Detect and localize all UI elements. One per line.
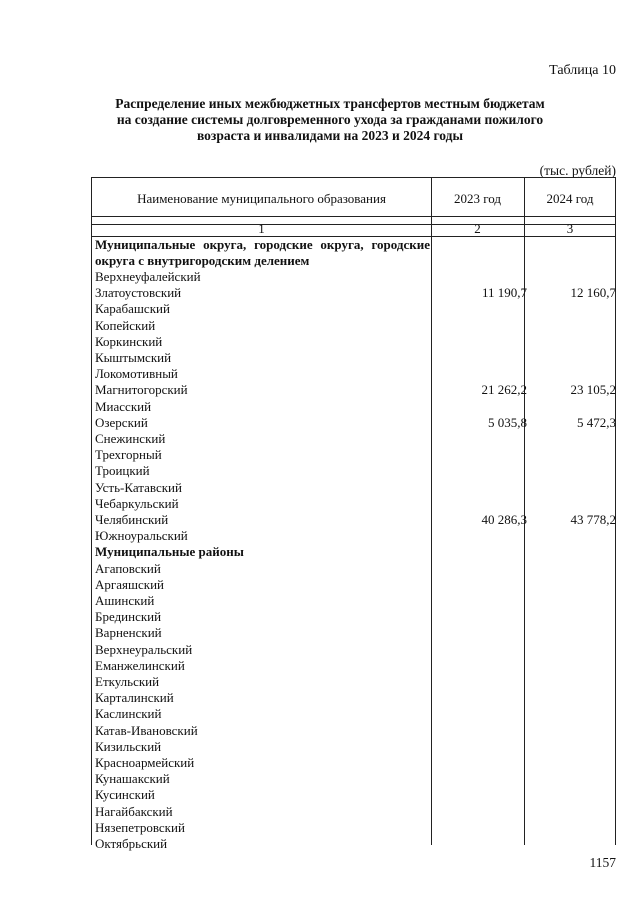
municipality-name: Еткульский bbox=[95, 674, 160, 689]
municipality-name: Локомотивный bbox=[95, 366, 178, 382]
municipality-name: Кизильский bbox=[95, 738, 162, 754]
table-row bbox=[92, 690, 617, 706]
units-label: (тыс. рублей) bbox=[539, 163, 616, 178]
title-line: возраста и инвалидами на 2023 и 2024 годы bbox=[196, 128, 464, 143]
table-row bbox=[92, 609, 617, 625]
table-row bbox=[92, 285, 617, 301]
table-row bbox=[92, 431, 617, 447]
municipality-name: Брединский bbox=[95, 609, 162, 625]
header-2024: 2024 год bbox=[546, 191, 594, 206]
table-row bbox=[92, 528, 617, 544]
table-row bbox=[92, 755, 617, 771]
municipality-name: Снежинский bbox=[95, 431, 166, 446]
column-number: 3 bbox=[566, 221, 574, 236]
value-2023: 40 286,3 bbox=[481, 512, 527, 527]
table-row bbox=[92, 366, 617, 382]
page-number: 1157 bbox=[589, 855, 616, 870]
value-2024: 23 105,2 bbox=[570, 382, 616, 398]
section-heading-districts bbox=[92, 544, 617, 560]
table-row bbox=[92, 350, 617, 366]
table-row bbox=[92, 787, 617, 803]
table-row bbox=[92, 318, 617, 334]
municipality-name: Кунашакский bbox=[95, 771, 170, 787]
table-row bbox=[92, 723, 617, 739]
municipality-name: Еманжелинский bbox=[95, 657, 185, 673]
municipality-name: Трехгорный bbox=[95, 447, 162, 463]
table-row bbox=[92, 561, 617, 577]
municipality-name: Карталинский bbox=[95, 690, 174, 706]
value-2023: 21 262,2 bbox=[481, 382, 527, 398]
municipality-name: Челябинский bbox=[95, 512, 169, 527]
municipality-name: Красноармейский bbox=[95, 755, 195, 770]
header-2023: 2023 год bbox=[454, 191, 501, 206]
municipality-name: Магнитогорский bbox=[95, 382, 188, 398]
table-row bbox=[92, 334, 617, 350]
municipality-name: Аргаяшский bbox=[95, 576, 164, 592]
municipality-name: Верхнеуральский bbox=[95, 641, 193, 657]
table-row bbox=[92, 836, 617, 852]
municipality-name: Карабашский bbox=[95, 301, 170, 317]
municipality-name: Варненский bbox=[95, 625, 162, 641]
municipality-name: Нязепетровский bbox=[95, 819, 185, 835]
table-row bbox=[92, 463, 617, 479]
value-2024: 43 778,2 bbox=[570, 512, 616, 527]
data-table bbox=[91, 177, 616, 851]
municipality-name: Копейский bbox=[95, 317, 156, 333]
section-heading-label: Муниципальные районы bbox=[95, 544, 244, 560]
table-row bbox=[92, 480, 617, 496]
table-row bbox=[92, 301, 617, 317]
table-row bbox=[92, 771, 617, 787]
table-row bbox=[92, 496, 617, 512]
municipality-name: Усть-Катавский bbox=[95, 479, 182, 495]
document-title bbox=[90, 96, 570, 144]
header-divider bbox=[92, 216, 615, 217]
municipality-name: Златоустовский bbox=[95, 285, 182, 301]
column-number: 2 bbox=[474, 221, 481, 236]
municipality-name: Ашинский bbox=[95, 593, 155, 608]
municipality-name: Агаповский bbox=[95, 560, 161, 576]
table-row bbox=[92, 642, 617, 658]
table-row bbox=[92, 804, 617, 820]
municipality-name: Южноуральский bbox=[95, 528, 188, 544]
table-number: Таблица 10 bbox=[549, 63, 616, 78]
title-line: Распределение иных межбюджетных трансфертов местным бюджетам bbox=[115, 96, 545, 111]
value-2023: 11 190,7 bbox=[481, 285, 527, 301]
municipality-name: Кыштымский bbox=[95, 350, 172, 365]
table-row bbox=[92, 269, 617, 285]
table-row bbox=[92, 415, 617, 431]
table-row bbox=[92, 674, 617, 690]
municipality-name: Каслинский bbox=[95, 706, 162, 722]
table-row bbox=[92, 512, 617, 528]
value-2024: 5 472,3 bbox=[577, 414, 616, 430]
table-row bbox=[92, 706, 617, 722]
section-heading-okruga: Муниципальные округа, городские округа, городские округа с внутригородским делением bbox=[95, 237, 430, 268]
column-number: 1 bbox=[258, 221, 265, 236]
header-name: Наименование муниципального образования bbox=[137, 191, 386, 206]
table-row bbox=[92, 625, 617, 641]
municipality-name: Нагайбакский bbox=[95, 803, 173, 819]
municipality-name: Верхнеуфалейский bbox=[95, 269, 201, 284]
table-row bbox=[92, 658, 617, 674]
table-row bbox=[92, 399, 617, 415]
table-row bbox=[92, 577, 617, 593]
municipality-name: Троицкий bbox=[95, 463, 150, 479]
title-line: на создание системы долговременного ухода за гражданами пожилого bbox=[116, 112, 544, 127]
municipality-name: Кусинский bbox=[95, 787, 155, 803]
value-2024: 12 160,7 bbox=[570, 285, 616, 301]
value-2023: 5 035,8 bbox=[488, 414, 527, 430]
table-row bbox=[92, 739, 617, 755]
municipality-name: Миасский bbox=[95, 398, 152, 414]
table-row bbox=[92, 382, 617, 398]
municipality-name: Чебаркульский bbox=[95, 495, 179, 511]
table-row bbox=[92, 593, 617, 609]
municipality-name: Озерский bbox=[95, 414, 148, 430]
municipality-name: Катав-Ивановский bbox=[95, 722, 198, 738]
table-row bbox=[92, 820, 617, 836]
municipality-name: Коркинский bbox=[95, 333, 163, 349]
table-row bbox=[92, 447, 617, 463]
municipality-name: Октябрьский bbox=[95, 836, 168, 851]
